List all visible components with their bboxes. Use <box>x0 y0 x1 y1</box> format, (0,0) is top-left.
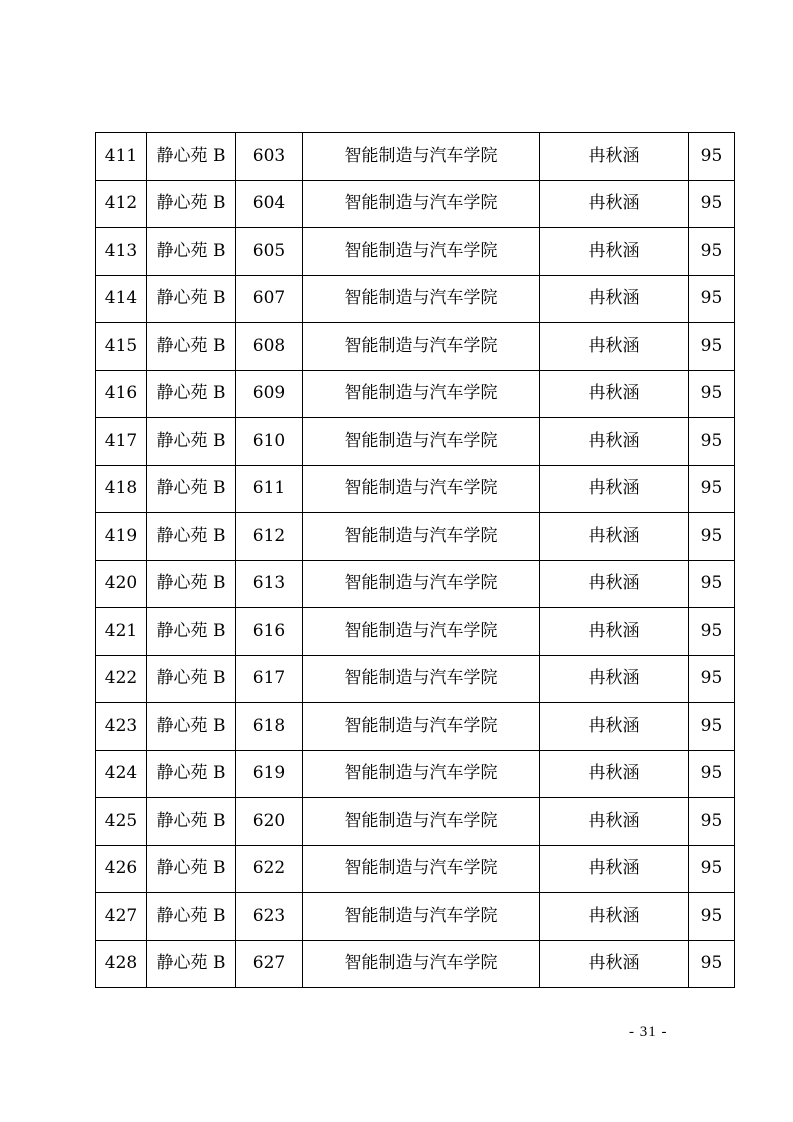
score-cell: 95 <box>689 798 735 846</box>
table-row <box>96 133 735 181</box>
room-number-cell: 610 <box>236 418 303 466</box>
inspector-cell: 冉秋涵 <box>540 228 689 276</box>
table-row <box>96 940 735 988</box>
building-cell: 静心苑 B <box>147 180 236 228</box>
inspector-cell: 冉秋涵 <box>540 418 689 466</box>
table-row <box>96 513 735 561</box>
room-number-cell: 627 <box>236 940 303 988</box>
building-cell: 静心苑 B <box>147 418 236 466</box>
score-cell: 95 <box>689 845 735 893</box>
row-index-cell: 413 <box>96 228 147 276</box>
room-number-cell: 605 <box>236 228 303 276</box>
score-cell: 95 <box>689 275 735 323</box>
college-cell: 智能制造与汽车学院 <box>303 703 540 751</box>
inspector-cell: 冉秋涵 <box>540 845 689 893</box>
table-row <box>96 228 735 276</box>
room-number-cell: 619 <box>236 750 303 798</box>
page-number: - 31 - <box>629 1024 668 1040</box>
building-cell: 静心苑 B <box>147 275 236 323</box>
score-cell: 95 <box>689 370 735 418</box>
college-cell: 智能制造与汽车学院 <box>303 180 540 228</box>
row-index-cell: 418 <box>96 465 147 513</box>
table-row <box>96 465 735 513</box>
score-cell: 95 <box>689 228 735 276</box>
score-cell: 95 <box>689 703 735 751</box>
score-cell: 95 <box>689 893 735 941</box>
room-number-cell: 623 <box>236 893 303 941</box>
room-number-cell: 622 <box>236 845 303 893</box>
college-cell: 智能制造与汽车学院 <box>303 798 540 846</box>
table-row <box>96 608 735 656</box>
college-cell: 智能制造与汽车学院 <box>303 893 540 941</box>
building-cell: 静心苑 B <box>147 798 236 846</box>
row-index-cell: 423 <box>96 703 147 751</box>
table-row <box>96 845 735 893</box>
row-index-cell: 427 <box>96 893 147 941</box>
inspector-cell: 冉秋涵 <box>540 655 689 703</box>
table-row <box>96 418 735 466</box>
college-cell: 智能制造与汽车学院 <box>303 845 540 893</box>
table-row <box>96 655 735 703</box>
college-cell: 智能制造与汽车学院 <box>303 560 540 608</box>
college-cell: 智能制造与汽车学院 <box>303 418 540 466</box>
score-cell: 95 <box>689 513 735 561</box>
row-index-cell: 417 <box>96 418 147 466</box>
row-index-cell: 412 <box>96 180 147 228</box>
college-cell: 智能制造与汽车学院 <box>303 370 540 418</box>
inspector-cell: 冉秋涵 <box>540 750 689 798</box>
row-index-cell: 426 <box>96 845 147 893</box>
building-cell: 静心苑 B <box>147 750 236 798</box>
building-cell: 静心苑 B <box>147 845 236 893</box>
row-index-cell: 425 <box>96 798 147 846</box>
college-cell: 智能制造与汽车学院 <box>303 940 540 988</box>
row-index-cell: 421 <box>96 608 147 656</box>
row-index-cell: 411 <box>96 133 147 181</box>
room-number-cell: 609 <box>236 370 303 418</box>
building-cell: 静心苑 B <box>147 655 236 703</box>
table-row <box>96 370 735 418</box>
room-number-cell: 617 <box>236 655 303 703</box>
inspector-cell: 冉秋涵 <box>540 513 689 561</box>
room-number-cell: 607 <box>236 275 303 323</box>
room-number-cell: 616 <box>236 608 303 656</box>
score-cell: 95 <box>689 655 735 703</box>
college-cell: 智能制造与汽车学院 <box>303 275 540 323</box>
table-row <box>96 798 735 846</box>
inspector-cell: 冉秋涵 <box>540 893 689 941</box>
inspector-cell: 冉秋涵 <box>540 703 689 751</box>
score-cell: 95 <box>689 418 735 466</box>
college-cell: 智能制造与汽车学院 <box>303 655 540 703</box>
building-cell: 静心苑 B <box>147 370 236 418</box>
college-cell: 智能制造与汽车学院 <box>303 133 540 181</box>
table-body <box>96 133 735 988</box>
college-cell: 智能制造与汽车学院 <box>303 513 540 561</box>
inspector-cell: 冉秋涵 <box>540 180 689 228</box>
room-number-cell: 612 <box>236 513 303 561</box>
college-cell: 智能制造与汽车学院 <box>303 465 540 513</box>
inspector-cell: 冉秋涵 <box>540 275 689 323</box>
row-index-cell: 424 <box>96 750 147 798</box>
row-index-cell: 420 <box>96 560 147 608</box>
inspector-cell: 冉秋涵 <box>540 133 689 181</box>
score-cell: 95 <box>689 133 735 181</box>
row-index-cell: 414 <box>96 275 147 323</box>
room-number-cell: 608 <box>236 323 303 371</box>
inspector-cell: 冉秋涵 <box>540 940 689 988</box>
table-row <box>96 703 735 751</box>
table-row <box>96 893 735 941</box>
room-number-cell: 613 <box>236 560 303 608</box>
building-cell: 静心苑 B <box>147 893 236 941</box>
table-row <box>96 180 735 228</box>
building-cell: 静心苑 B <box>147 608 236 656</box>
row-index-cell: 415 <box>96 323 147 371</box>
inspector-cell: 冉秋涵 <box>540 465 689 513</box>
table-row <box>96 750 735 798</box>
score-cell: 95 <box>689 560 735 608</box>
building-cell: 静心苑 B <box>147 513 236 561</box>
college-cell: 智能制造与汽车学院 <box>303 750 540 798</box>
inspector-cell: 冉秋涵 <box>540 798 689 846</box>
row-index-cell: 422 <box>96 655 147 703</box>
score-cell: 95 <box>689 750 735 798</box>
building-cell: 静心苑 B <box>147 228 236 276</box>
room-number-cell: 620 <box>236 798 303 846</box>
row-index-cell: 416 <box>96 370 147 418</box>
building-cell: 静心苑 B <box>147 560 236 608</box>
room-number-cell: 611 <box>236 465 303 513</box>
building-cell: 静心苑 B <box>147 703 236 751</box>
score-cell: 95 <box>689 180 735 228</box>
college-cell: 智能制造与汽车学院 <box>303 323 540 371</box>
room-number-cell: 604 <box>236 180 303 228</box>
table-row <box>96 275 735 323</box>
room-number-cell: 603 <box>236 133 303 181</box>
dormitory-score-table <box>95 132 735 988</box>
row-index-cell: 419 <box>96 513 147 561</box>
building-cell: 静心苑 B <box>147 323 236 371</box>
table-row <box>96 323 735 371</box>
row-index-cell: 428 <box>96 940 147 988</box>
building-cell: 静心苑 B <box>147 465 236 513</box>
building-cell: 静心苑 B <box>147 133 236 181</box>
inspector-cell: 冉秋涵 <box>540 608 689 656</box>
score-cell: 95 <box>689 465 735 513</box>
inspector-cell: 冉秋涵 <box>540 370 689 418</box>
college-cell: 智能制造与汽车学院 <box>303 228 540 276</box>
table-row <box>96 560 735 608</box>
building-cell: 静心苑 B <box>147 940 236 988</box>
inspector-cell: 冉秋涵 <box>540 323 689 371</box>
college-cell: 智能制造与汽车学院 <box>303 608 540 656</box>
score-cell: 95 <box>689 940 735 988</box>
inspector-cell: 冉秋涵 <box>540 560 689 608</box>
score-cell: 95 <box>689 323 735 371</box>
room-number-cell: 618 <box>236 703 303 751</box>
score-cell: 95 <box>689 608 735 656</box>
